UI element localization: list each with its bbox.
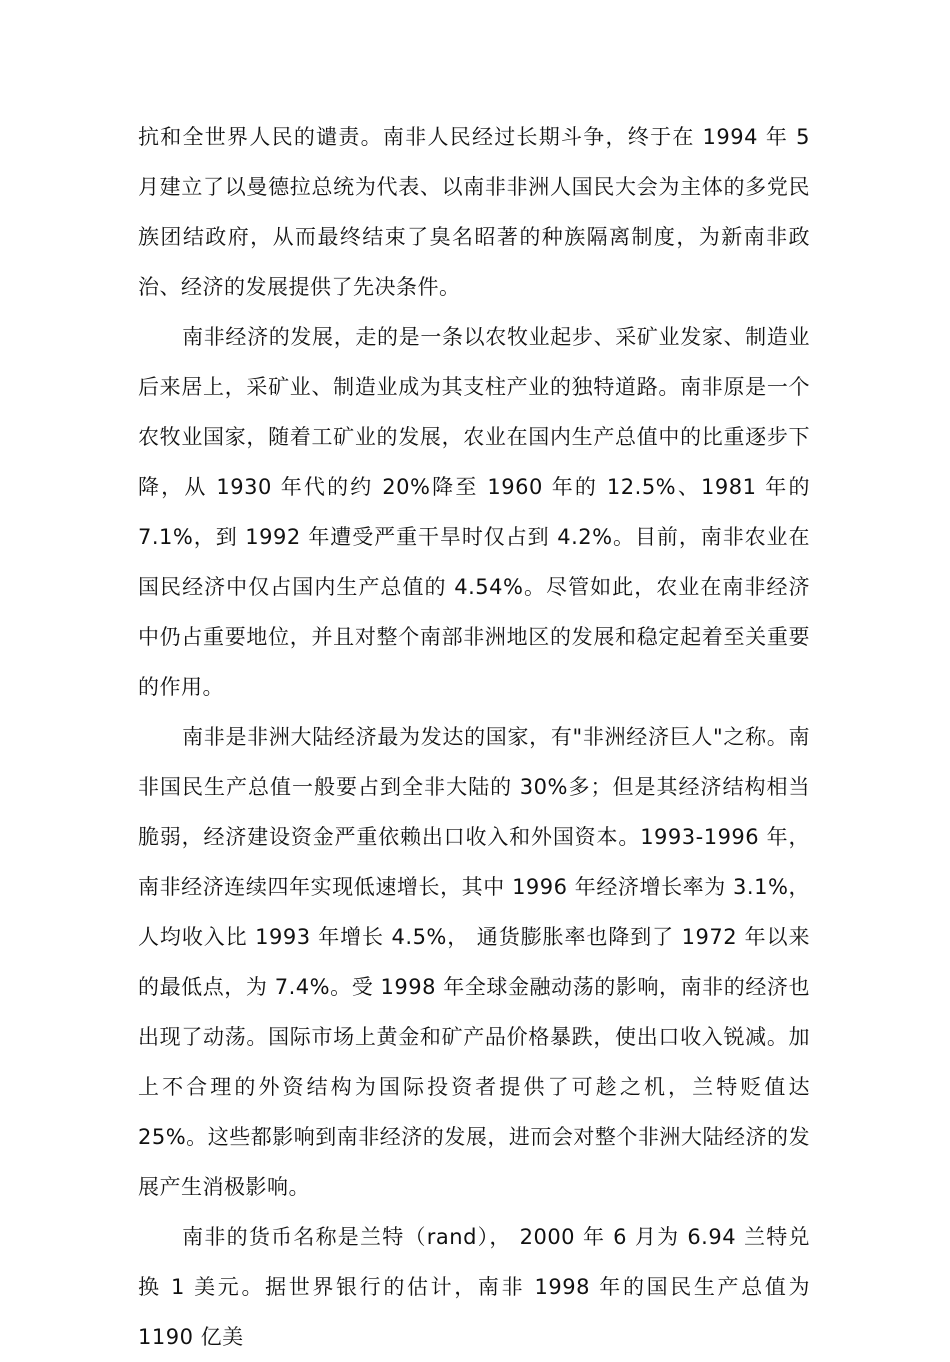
paragraph-continued: 抗和全世界人民的谴责。南非人民经过长期斗争，终于在 1994 年 5 月建立了以曼德拉总统为代表、以南非非洲人国民大会为主体的多党民族团结政府，从而最终结束了臭名昭著的种族隔离制度，为新南非政治、经济的发展提供了先决条件。 <box>138 125 810 299</box>
paragraph-economic-development: 南非经济的发展，走的是一条以农牧业起步、采矿业发家、制造业后来居上，采矿业、制造业成为其支柱产业的独特道路。南非原是一个农牧业国家，随着工矿业的发展，农业在国内生产总值中的比重逐步下降，从 1930 年代的约 20%降至 1960 年的 12.5%、1981 年的 7.1%，到 1992 年遭受严重干旱时仅占到 4.2%。目前，南非农业在国民经济中仅占国内生产总值的 4.54%。尽管如此，农业在南非经济中仍占重要地位，并且对整个南部非洲地区的发展和稳定起着至关重要的作用。 <box>138 325 810 699</box>
paragraph-currency: 南非的货币名称是兰特（rand）， 2000 年 6 月为 6.94 兰特兑换 1 美元。据世界银行的估计，南非 1998 年的国民生产总值为 1190 亿美 <box>138 1225 810 1349</box>
document-page <box>138 112 810 1362</box>
paragraph-economic-giant: 南非是非洲大陆经济最为发达的国家，有"非洲经济巨人"之称。南非国民生产总值一般要占到全非大陆的 30%多；但是其经济结构相当脆弱，经济建设资金严重依赖出口收入和外国资本。1993-1996 年，南非经济连续四年实现低速增长，其中 1996 年经济增长率为 3.1%， 人均收入比 1993 年增长 4.5%， 通货膨胀率也降到了 1972 年以来的最低点，为 7.4%。受 1998 年全球金融动荡的影响，南非的经济也出现了动荡。国际市场上黄金和矿产品价格暴跌，使出口收入锐减。加上不合理的外资结构为国际投资者提供了可趁之机，兰特贬值达 25%。这些都影响到南非经济的发展，进而会对整个非洲大陆经济的发展产生消极影响。 <box>138 725 810 1199</box>
